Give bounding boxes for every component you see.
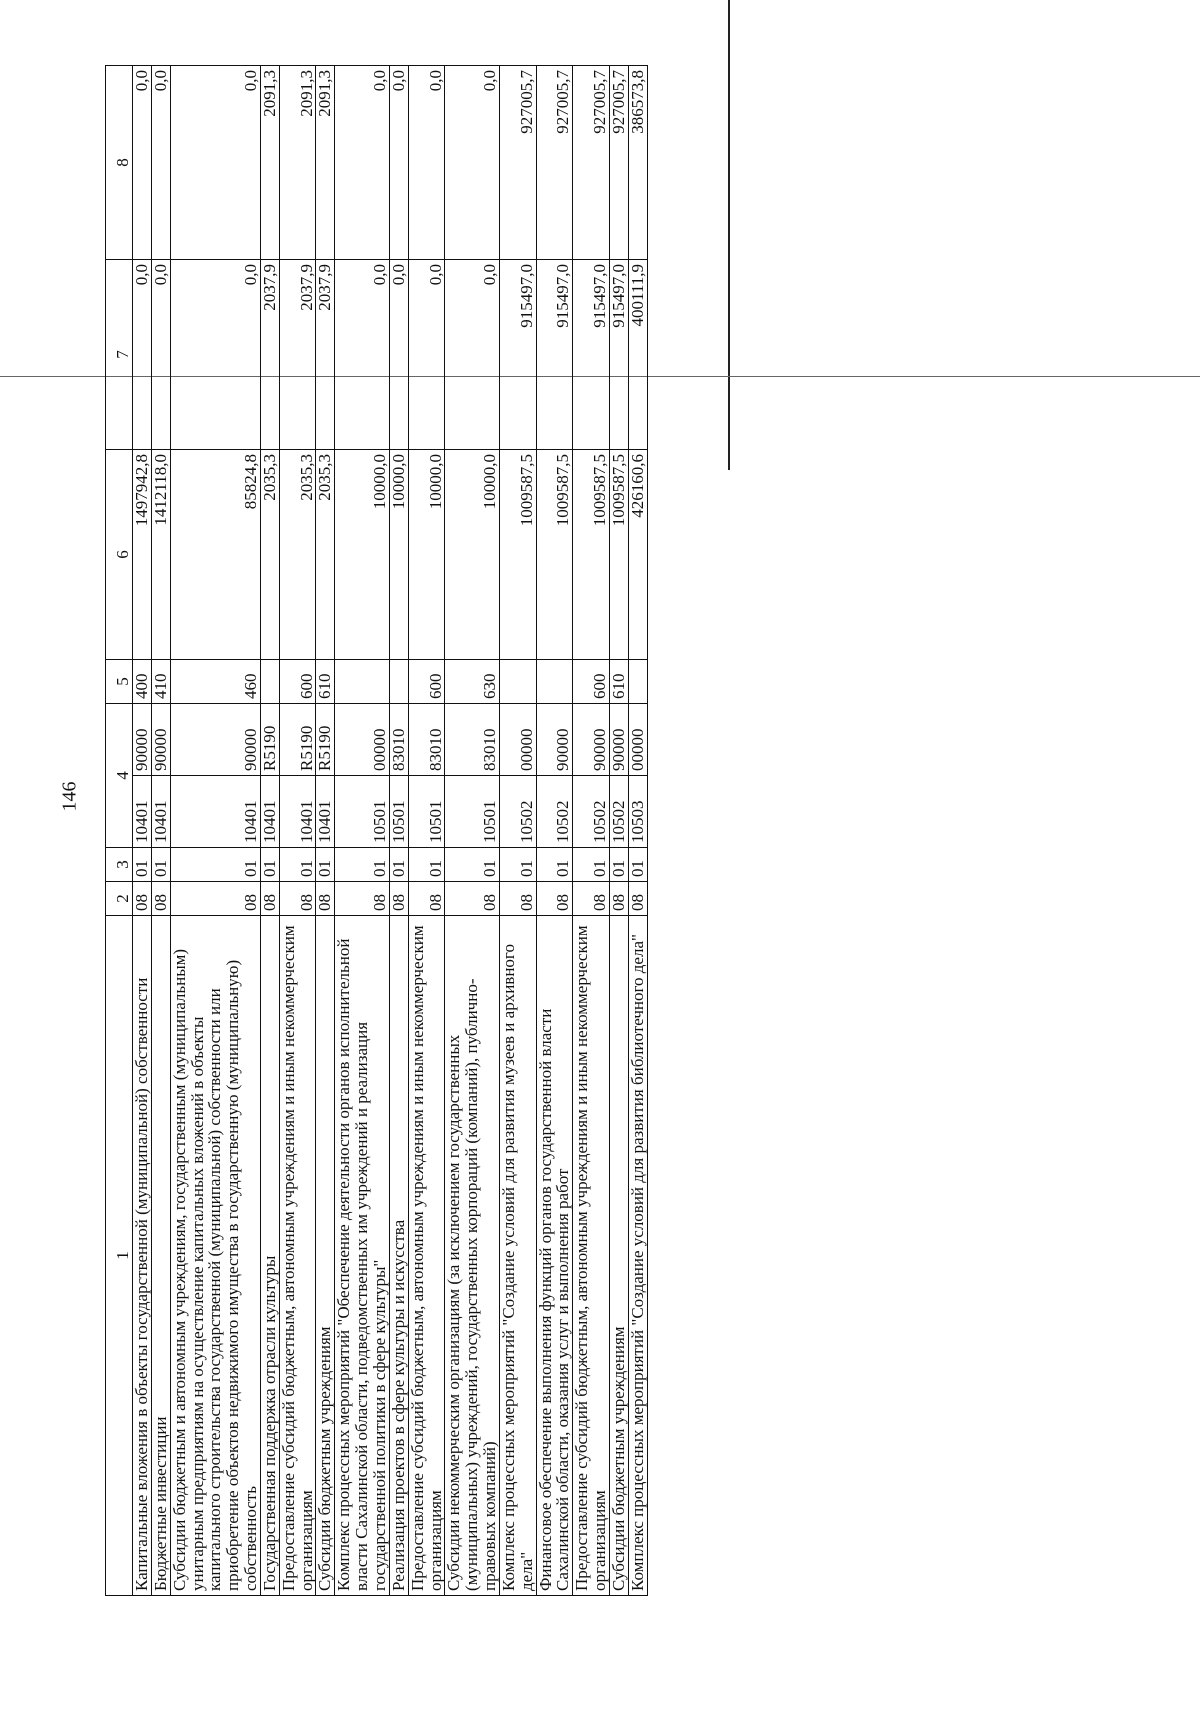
table-row xyxy=(133,66,152,1596)
row-name: Государственная поддержка отрасли культуры xyxy=(260,916,279,1596)
row-amount-col7: 2037,9 xyxy=(279,260,316,450)
row-section: 08 xyxy=(389,882,408,916)
row-section: 08 xyxy=(170,882,260,916)
row-target-item: 90000 xyxy=(609,704,628,776)
row-subsection: 01 xyxy=(335,848,390,882)
row-expense-type: 400 xyxy=(133,660,152,704)
row-target-item: 00000 xyxy=(335,704,390,776)
row-name: Комплекс процессных мероприятий "Создание условий для развития музеев и архивного дела" xyxy=(499,916,536,1596)
row-amount-col8: 0,0 xyxy=(151,66,170,260)
header-col-7: 7 xyxy=(106,260,133,450)
row-amount-col6: 10000,0 xyxy=(445,450,500,660)
row-expense-type: 600 xyxy=(573,660,610,704)
row-amount-col8: 386573,8 xyxy=(628,66,647,260)
row-amount-col7: 0,0 xyxy=(133,260,152,450)
row-section: 08 xyxy=(536,882,573,916)
row-expense-type xyxy=(389,660,408,704)
row-target-program: 10501 xyxy=(408,776,445,848)
header-row xyxy=(106,66,133,1596)
row-expense-type: 410 xyxy=(151,660,170,704)
row-target-program: 10501 xyxy=(335,776,390,848)
header-col-1: 1 xyxy=(106,916,133,1596)
row-amount-col8: 0,0 xyxy=(133,66,152,260)
row-section: 08 xyxy=(151,882,170,916)
row-subsection: 01 xyxy=(609,848,628,882)
table-row xyxy=(279,66,316,1596)
row-target-program: 10501 xyxy=(389,776,408,848)
row-subsection: 01 xyxy=(499,848,536,882)
row-amount-col8: 927005,7 xyxy=(573,66,610,260)
row-amount-col7: 0,0 xyxy=(389,260,408,450)
row-section: 08 xyxy=(573,882,610,916)
row-section: 08 xyxy=(445,882,500,916)
row-amount-col6: 426160,6 xyxy=(628,450,647,660)
table-body xyxy=(133,66,648,1596)
row-subsection: 01 xyxy=(151,848,170,882)
row-target-program: 10401 xyxy=(260,776,279,848)
row-expense-type: 610 xyxy=(316,660,335,704)
table-row xyxy=(628,66,647,1596)
row-name: Предоставление субсидий бюджетным, автономным учреждениям и иным некоммерческим организациям xyxy=(279,916,316,1596)
row-amount-col8: 927005,7 xyxy=(609,66,628,260)
row-target-program: 10503 xyxy=(628,776,647,848)
row-section: 08 xyxy=(133,882,152,916)
row-target-program: 10502 xyxy=(499,776,536,848)
row-name: Комплекс процессных мероприятий "Создание условий для развития библиотечного дела" xyxy=(628,916,647,1596)
row-amount-col6: 1009587,5 xyxy=(536,450,573,660)
row-target-program: 10401 xyxy=(133,776,152,848)
row-amount-col8: 927005,7 xyxy=(536,66,573,260)
row-amount-col8: 2091,3 xyxy=(316,66,335,260)
row-amount-col6: 2035,3 xyxy=(260,450,279,660)
row-amount-col6: 1497942,8 xyxy=(133,450,152,660)
table-row xyxy=(609,66,628,1596)
row-name: Предоставление субсидий бюджетным, автономным учреждениям и иным некоммерческим организациям xyxy=(408,916,445,1596)
row-name: Субсидии некоммерческим организациям (за исключением государственных (муниципальных) учреждений, государственных корпораций (компаний), публично-правовых компаний) xyxy=(445,916,500,1596)
row-amount-col7: 0,0 xyxy=(170,260,260,450)
row-subsection: 01 xyxy=(408,848,445,882)
table-row xyxy=(389,66,408,1596)
row-target-program: 10401 xyxy=(316,776,335,848)
row-amount-col8: 2091,3 xyxy=(260,66,279,260)
row-section: 08 xyxy=(499,882,536,916)
table-row xyxy=(499,66,536,1596)
row-subsection: 01 xyxy=(279,848,316,882)
row-section: 08 xyxy=(260,882,279,916)
header-col-6: 6 xyxy=(106,450,133,660)
row-target-item: 90000 xyxy=(170,704,260,776)
row-amount-col7: 0,0 xyxy=(151,260,170,450)
row-name: Бюджетные инвестиции xyxy=(151,916,170,1596)
row-section: 08 xyxy=(628,882,647,916)
row-amount-col6: 10000,0 xyxy=(408,450,445,660)
row-target-item: R5190 xyxy=(260,704,279,776)
row-target-program: 10501 xyxy=(445,776,500,848)
row-subsection: 01 xyxy=(445,848,500,882)
row-name: Реализация проектов в сфере культуры и искусства xyxy=(389,916,408,1596)
row-subsection: 01 xyxy=(573,848,610,882)
row-name: Комплекс процессных мероприятий "Обеспечение деятельности органов исполнительной власти Сахалинской области, подведомственных им учреждений и реализация государственной политики в сфере культуры" xyxy=(335,916,390,1596)
row-target-program: 10502 xyxy=(609,776,628,848)
row-amount-col7: 915497,0 xyxy=(573,260,610,450)
table-row xyxy=(536,66,573,1596)
header-col-5: 5 xyxy=(106,660,133,704)
table-header xyxy=(106,66,133,1596)
row-target-item: 83010 xyxy=(408,704,445,776)
row-amount-col8: 0,0 xyxy=(408,66,445,260)
row-amount-col6: 10000,0 xyxy=(389,450,408,660)
row-expense-type: 600 xyxy=(408,660,445,704)
row-target-program: 10502 xyxy=(573,776,610,848)
row-subsection: 01 xyxy=(389,848,408,882)
row-subsection: 01 xyxy=(170,848,260,882)
table-row xyxy=(408,66,445,1596)
row-amount-col6: 2035,3 xyxy=(279,450,316,660)
row-expense-type xyxy=(628,660,647,704)
row-amount-col6: 2035,3 xyxy=(316,450,335,660)
table-row xyxy=(170,66,260,1596)
rotated-budget-table-sheet xyxy=(105,66,1115,1596)
row-target-item: 83010 xyxy=(445,704,500,776)
row-name: Субсидии бюджетным и автономным учреждениям, государственным (муниципальным) унитарным предприятиям на осуществление капитальных вложений в объекты капитального строительства государственной (муниципальной) собственности или приобретение объектов недвижимого имущества в государственную (муниципальную) собственность xyxy=(170,916,260,1596)
row-name: Капитальные вложения в объекты государственной (муниципальной) собственности xyxy=(133,916,152,1596)
table-row xyxy=(151,66,170,1596)
row-section: 08 xyxy=(316,882,335,916)
row-amount-col7: 915497,0 xyxy=(499,260,536,450)
table-row xyxy=(316,66,335,1596)
row-name: Субсидии бюджетным учреждениям xyxy=(609,916,628,1596)
row-amount-col8: 927005,7 xyxy=(499,66,536,260)
row-amount-col6: 1009587,5 xyxy=(573,450,610,660)
row-name: Финансовое обеспечение выполнения функций органов государственной власти Сахалинской области, оказания услуг и выполнения работ xyxy=(536,916,573,1596)
row-target-item: 90000 xyxy=(151,704,170,776)
row-target-item: R5190 xyxy=(316,704,335,776)
page-number: 146 xyxy=(58,781,81,812)
row-amount-col8: 0,0 xyxy=(170,66,260,260)
row-amount-col6: 10000,0 xyxy=(335,450,390,660)
row-amount-col8: 0,0 xyxy=(335,66,390,260)
row-target-program: 10401 xyxy=(170,776,260,848)
row-expense-type xyxy=(335,660,390,704)
row-target-program: 10401 xyxy=(151,776,170,848)
row-target-item: 90000 xyxy=(133,704,152,776)
row-amount-col7: 0,0 xyxy=(408,260,445,450)
row-amount-col7: 915497,0 xyxy=(609,260,628,450)
row-target-program: 10502 xyxy=(536,776,573,848)
row-section: 08 xyxy=(279,882,316,916)
table-row xyxy=(260,66,279,1596)
row-target-item: 83010 xyxy=(389,704,408,776)
row-subsection: 01 xyxy=(536,848,573,882)
row-target-item: 90000 xyxy=(536,704,573,776)
row-amount-col7: 2037,9 xyxy=(316,260,335,450)
row-expense-type: 630 xyxy=(445,660,500,704)
row-subsection: 01 xyxy=(316,848,335,882)
row-expense-type: 600 xyxy=(279,660,316,704)
row-expense-type xyxy=(499,660,536,704)
row-amount-col7: 400111,9 xyxy=(628,260,647,450)
row-target-item: 00000 xyxy=(499,704,536,776)
row-name: Субсидии бюджетным учреждениям xyxy=(316,916,335,1596)
row-expense-type xyxy=(260,660,279,704)
budget-table xyxy=(105,65,648,1596)
row-target-item: 90000 xyxy=(573,704,610,776)
row-section: 08 xyxy=(408,882,445,916)
row-expense-type: 460 xyxy=(170,660,260,704)
row-amount-col7: 2037,9 xyxy=(260,260,279,450)
row-section: 08 xyxy=(609,882,628,916)
row-subsection: 01 xyxy=(628,848,647,882)
row-amount-col7: 915497,0 xyxy=(536,260,573,450)
header-col-2: 2 xyxy=(106,882,133,916)
header-col-4: 4 xyxy=(106,704,133,848)
row-amount-col8: 2091,3 xyxy=(279,66,316,260)
row-expense-type: 610 xyxy=(609,660,628,704)
row-amount-col8: 0,0 xyxy=(389,66,408,260)
row-expense-type xyxy=(536,660,573,704)
row-amount-col8: 0,0 xyxy=(445,66,500,260)
header-col-3: 3 xyxy=(106,848,133,882)
row-section: 08 xyxy=(335,882,390,916)
row-subsection: 01 xyxy=(260,848,279,882)
row-name: Предоставление субсидий бюджетным, автономным учреждениям и иным некоммерческим организациям xyxy=(573,916,610,1596)
row-amount-col7: 0,0 xyxy=(335,260,390,450)
row-amount-col6: 85824,8 xyxy=(170,450,260,660)
row-amount-col6: 1009587,5 xyxy=(609,450,628,660)
row-amount-col6: 1412118,0 xyxy=(151,450,170,660)
row-amount-col6: 1009587,5 xyxy=(499,450,536,660)
row-subsection: 01 xyxy=(133,848,152,882)
row-amount-col7: 0,0 xyxy=(445,260,500,450)
table-row xyxy=(445,66,500,1596)
row-target-item: 00000 xyxy=(628,704,647,776)
row-target-item: R5190 xyxy=(279,704,316,776)
table-row xyxy=(335,66,390,1596)
header-col-8: 8 xyxy=(106,66,133,260)
table-row xyxy=(573,66,610,1596)
row-target-program: 10401 xyxy=(279,776,316,848)
